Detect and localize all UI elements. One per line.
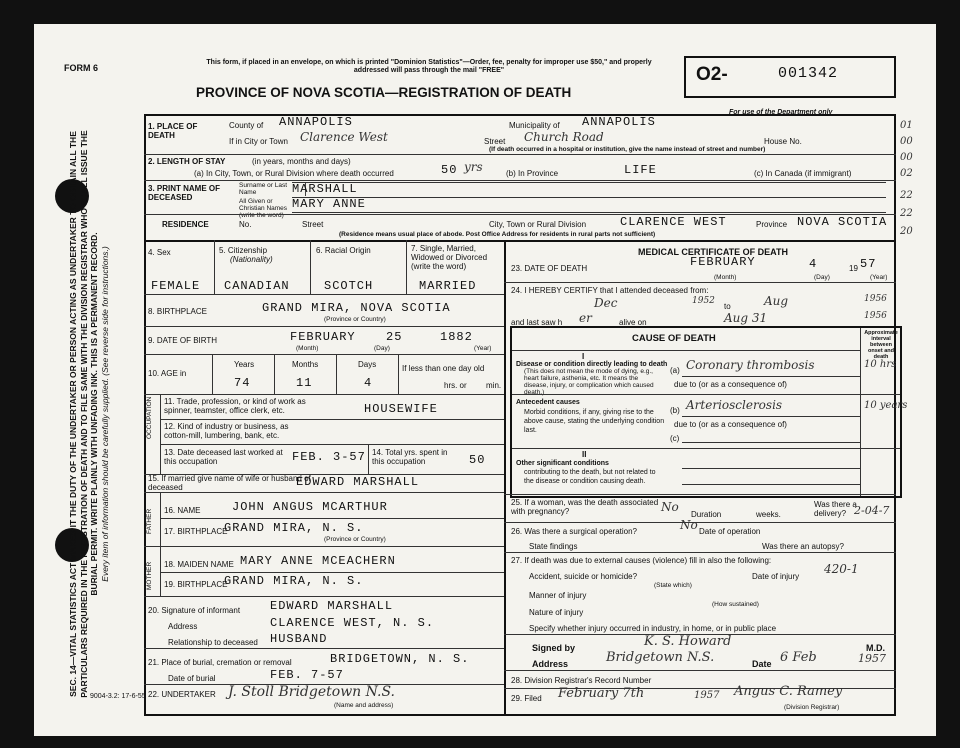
- registrar-sub: (Division Registrar): [784, 704, 840, 711]
- father-birthplace-sub: (Province or Country): [324, 536, 386, 543]
- informant-relationship-value: HUSBAND: [270, 632, 328, 646]
- mother-side-label: MOTHER: [146, 561, 153, 590]
- side-instructions: SEC. 14—VITAL STATISTICS ACT MAKES IT THE DUTY OF THE UNDERTAKER OR PERSON ACTING AS UNDERTAKER TO OBTAIN ALL THE PARTICULARS REQUIRED IN THE REGISTRATION OF DEATH AND TO FILE SAME WITH THE DIVISION REGISTRAR WHO SHALL ISSUE THE BURIAL PERMIT. WRITE PLAINLY WITH UNFADING INK. THIS IS A PERMANENT RECORD. Every item of information should be carefully supplied. (See reverse side for instructions.): [68, 130, 110, 698]
- citizenship-label: 5. Citizenship: [219, 246, 268, 255]
- place-note: (If death occurred in a hospital or institution, give the name instead of street and number): [489, 146, 766, 153]
- informant-address-label: Address: [168, 622, 198, 631]
- cause-c-label: (c): [670, 434, 680, 443]
- weeks-label: weeks.: [756, 510, 781, 519]
- antecedent-label: Antecedent causes: [516, 399, 580, 406]
- manner-label: Manner of injury: [529, 591, 587, 600]
- age-hrs-label: hrs. or: [444, 381, 467, 390]
- other-note: contributing to the death, but not related to the disease or condition causing death.: [524, 469, 656, 485]
- surgery-handwritten: No: [680, 518, 698, 532]
- stay-label: 2. LENGTH OF STAY: [148, 157, 226, 166]
- occupation-side-label: OCCUPATION: [146, 396, 153, 439]
- dob-year: 1882: [440, 330, 473, 344]
- municipality-value: ANNAPOLIS: [582, 115, 656, 129]
- undertaker-label: 22. UNDERTAKER: [148, 690, 216, 699]
- stay-a-label: (a) In City, Town, or Rural Division where death occurred: [194, 169, 394, 178]
- citizenship-value: CANADIAN: [224, 279, 290, 293]
- dob-month-sub: (Month): [296, 345, 319, 352]
- residence-province-label: Province: [756, 220, 788, 229]
- attended-to-label: to: [724, 302, 731, 311]
- sex-label: 4. Sex: [148, 248, 171, 257]
- informant-value: EDWARD MARSHALL: [270, 599, 394, 613]
- duration-label: Duration: [691, 510, 722, 519]
- given-label: All Given or Christian Names (write the word): [239, 198, 288, 219]
- cause-a-label: (a): [670, 366, 680, 375]
- other-label: Other significant conditions: [516, 460, 609, 467]
- cause-section-2: II: [582, 450, 587, 459]
- father-name-label: 16. NAME: [164, 506, 201, 515]
- state-findings-label: State findings: [529, 542, 578, 551]
- filed-label: 29. Filed: [511, 694, 542, 703]
- reg-prefix: O2-: [696, 64, 728, 85]
- reg-number: 001342: [778, 65, 839, 82]
- father-birthplace-label: 17. BIRTHPLACE: [164, 527, 228, 536]
- cause-b-interval: 10 years: [864, 400, 908, 411]
- mother-birthplace-value: GRAND MIRA, N. S.: [224, 574, 364, 588]
- burial-date-label: Date of burial: [168, 674, 216, 683]
- state-which-sub: (State which): [654, 582, 692, 589]
- attended-to-year: 1956: [864, 294, 887, 304]
- delivery-label: Was there a delivery?: [814, 500, 857, 518]
- informant-address-value: CLARENCE WEST, N. S.: [270, 616, 435, 630]
- medical-title: MEDICAL CERTIFICATE OF DEATH: [638, 247, 788, 257]
- sustained-sub: (How sustained): [712, 601, 759, 608]
- father-side-label: FATHER: [146, 508, 153, 534]
- informant-relationship-label: Relationship to deceased: [168, 638, 258, 647]
- death-day-sub: (Day): [814, 274, 830, 281]
- street-handwritten: Church Road: [524, 130, 604, 144]
- age-days-value: 4: [364, 376, 373, 390]
- sex-value: FEMALE: [151, 279, 201, 293]
- burial-label: 21. Place of burial, cremation or removal: [148, 658, 292, 667]
- cause-a-interval: 10 hrs: [864, 359, 897, 370]
- residence-no-label: No.: [239, 220, 252, 229]
- date-label: Date: [752, 659, 772, 669]
- dob-label: 9. DATE OF BIRTH: [148, 336, 218, 345]
- margin-mark-6: 22: [900, 208, 913, 219]
- residence-city-label: City, Town or Rural Division: [489, 220, 587, 229]
- disease-label: Disease or condition directly leading to death: [516, 361, 668, 368]
- place-label: 1. PLACE OF DEATH: [148, 122, 198, 140]
- burial-date-value: FEB. 7-57: [270, 668, 344, 682]
- form-label: FORM 6: [64, 63, 99, 73]
- age-months-value: 11: [296, 376, 313, 390]
- dob-year-sub: (Year): [474, 345, 492, 352]
- attended-to-handwritten: Aug: [764, 294, 789, 308]
- racial-value: SCOTCH: [324, 279, 374, 293]
- address-handwritten: Bridgetown N.S.: [606, 650, 715, 665]
- mother-name-value: MARY ANNE MCEACHERN: [240, 554, 396, 568]
- residence-street-label: Street: [302, 220, 324, 229]
- occupation-11-value: HOUSEWIFE: [364, 402, 438, 416]
- spouse-value: EDWARD MARSHALL: [296, 475, 420, 489]
- spouse-label: 15. If married give name of wife or husband of deceased: [148, 474, 311, 492]
- residence-note: (Residence means usual place of abode. Post Office Address for residents in rural parts not sufficient): [339, 231, 656, 238]
- margin-mark-4: 02: [900, 168, 913, 179]
- cause-b-handwritten: Arteriosclerosis: [686, 398, 783, 412]
- injury-date-label: Date of injury: [752, 572, 800, 581]
- age-min-label: min.: [486, 381, 502, 390]
- father-birthplace-value: GRAND MIRA, N. S.: [224, 521, 364, 535]
- page-title: PROVINCE OF NOVA SCOTIA—REGISTRATION OF DEATH: [196, 85, 572, 100]
- alive-on-year: 1956: [864, 311, 887, 321]
- cause-a-handwritten: Coronary thrombosis: [686, 358, 815, 372]
- death-year: 57: [860, 257, 877, 271]
- pregnancy-label: 25. If a woman, was the death associated with pregnancy?: [511, 498, 659, 516]
- birthplace-value: GRAND MIRA, NOVA SCOTIA: [262, 301, 451, 315]
- death-year-sub: (Year): [870, 274, 888, 281]
- margin-mark-2: 00: [900, 136, 913, 147]
- marital-value: MARRIED: [419, 279, 477, 293]
- stay-a-value: 50: [441, 163, 458, 177]
- cause-b-label: (b): [670, 406, 680, 415]
- margin-mark-5: 22: [900, 190, 913, 201]
- burial-value: BRIDGETOWN, N. S.: [330, 652, 470, 666]
- cause-title: CAUSE OF DEATH: [632, 333, 716, 344]
- filed-handwritten: February 7th: [558, 686, 645, 701]
- dob-month: FEBRUARY: [290, 330, 356, 344]
- signed-label: Signed by: [532, 643, 576, 653]
- stay-sub: (in years, months and days): [252, 157, 351, 166]
- age-years-label: Years: [234, 360, 255, 369]
- margin-mark-3: 00: [900, 152, 913, 163]
- racial-label: 6. Racial Origin: [316, 246, 371, 255]
- city-label: If in City or Town: [229, 137, 288, 146]
- age-lt-label: If less than one day old: [402, 364, 485, 373]
- footer-code: 9004-3.2: 17-6-55: [90, 693, 146, 700]
- county-value: ANNAPOLIS: [279, 115, 353, 129]
- delivery-handwritten: 2-04-7: [854, 504, 890, 517]
- occupation-12-label: 12. Kind of industry or business, as cotton-mill, lumbering, bank, etc.: [164, 422, 289, 440]
- dept-use-label: For use of the Department only: [729, 109, 833, 116]
- surname-label: Surname or Last Name: [239, 182, 288, 196]
- cause-section-1: I: [582, 352, 585, 361]
- county-label: County of: [229, 121, 264, 130]
- cause-of-death-box: [510, 326, 908, 498]
- surgery-label: 26. Was there a surgical operation?: [511, 527, 637, 536]
- age-months-label: Months: [292, 360, 319, 369]
- residence-division-value: CLARENCE WEST: [620, 215, 727, 229]
- cause-a-due-to: due to (or as a consequence of): [674, 380, 787, 389]
- age-days-label: Days: [358, 360, 377, 369]
- occupation-13-value: FEB. 3-57: [292, 450, 366, 464]
- mother-birthplace-label: 19. BIRTHPLACE: [164, 580, 228, 589]
- alive-on-label: alive on: [619, 318, 647, 327]
- death-day: 4: [809, 257, 818, 271]
- mother-name-label: 18. MAIDEN NAME: [164, 560, 234, 569]
- registrar-handwritten: Angus C. Ramey: [734, 684, 843, 699]
- given-value: MARY ANNE: [292, 198, 886, 213]
- age-years-value: 74: [234, 376, 251, 390]
- occupation-14-value: 50: [469, 453, 486, 467]
- informant-label: 20. Signature of informant: [148, 606, 241, 615]
- occupation-14-label: 14. Total yrs. spent in this occupation: [372, 448, 448, 466]
- last-saw-label: and last saw h: [511, 318, 563, 327]
- municipality-label: Municipality of: [509, 121, 560, 130]
- margin-mark-7: 20: [900, 226, 913, 237]
- specify-label: Specify whether injury occurred in industry, in home, or in public place: [529, 624, 777, 633]
- house-label: House No.: [764, 137, 802, 146]
- last-saw-handwritten: er: [579, 311, 592, 325]
- attended-from-handwritten: Dec: [594, 296, 618, 310]
- undertaker-handwritten: J. Stoll Bridgetown N.S.: [228, 684, 395, 700]
- stay-b-value: LIFE: [624, 163, 657, 177]
- nature-label: Nature of injury: [529, 608, 584, 617]
- notice-text: This form, if placed in an envelope, on which is printed "Dominion Statistics"—Order, fee, penalty for improper use $50," and properly addressed will pass through the mail "FREE": [206, 59, 652, 74]
- age-label: 10. AGE in: [148, 369, 187, 378]
- date-year-handwritten: 1957: [858, 652, 886, 665]
- citizenship-sub: (Nationality): [230, 255, 273, 264]
- date-handwritten: 6 Feb: [780, 650, 817, 665]
- stay-b-label: (b) In Province: [506, 169, 559, 178]
- md-label: M.D.: [866, 643, 885, 653]
- injury-date-handwritten: 420-1: [824, 562, 859, 576]
- operation-date-label: Date of operation: [699, 527, 761, 536]
- city-handwritten: Clarence West: [300, 130, 388, 144]
- interval-label: Approximate interval between onset and death: [864, 330, 898, 360]
- residence-label: RESIDENCE: [162, 220, 209, 229]
- disease-note: (This does not mean the mode of dying, e.g., heart failure, asthenia, etc. It means the disease, injury, or complication which caused death.): [524, 368, 654, 396]
- marital-label: 7. Single, Married, Widowed or Divorced (write the word): [411, 244, 488, 271]
- accident-label: Accident, suicide or homicide?: [529, 572, 638, 581]
- undertaker-sub: (Name and address): [334, 702, 394, 709]
- antecedent-note: Morbid conditions, if any, giving rise to the above cause, stating the underlying condition last.: [524, 409, 665, 434]
- signed-handwritten: K. S. Howard: [644, 634, 732, 649]
- filed-year-handwritten: 1957: [694, 690, 720, 701]
- occupation-11-label: 11. Trade, profession, or kind of work as spinner, teamster, office clerk, etc.: [164, 397, 306, 415]
- attended-from-year: 1952: [692, 296, 715, 306]
- birthplace-label: 8. BIRTHPLACE: [148, 307, 207, 316]
- death-date-label: 23. DATE OF DEATH: [511, 264, 588, 273]
- death-month-sub: (Month): [714, 274, 737, 281]
- stay-c-label: (c) In Canada (if immigrant): [754, 169, 852, 178]
- death-registration-form: [34, 24, 936, 736]
- occupation-13-label: 13. Date deceased last worked at this occupation: [164, 448, 283, 466]
- cause-b-due-to: due to (or as a consequence of): [674, 420, 787, 429]
- external-causes-label: 27. If death was due to external causes (violence) fill in also the following:: [511, 556, 772, 565]
- address-label: Address: [532, 659, 569, 669]
- birthplace-sub: (Province or Country): [324, 316, 386, 323]
- father-name-value: JOHN ANGUS MCARTHUR: [232, 500, 388, 514]
- pregnancy-handwritten: No: [661, 500, 679, 514]
- death-year-prefix: 19: [849, 264, 858, 273]
- record-number-label: 28. Division Registrar's Record Number: [511, 676, 652, 685]
- registration-number-box: [684, 56, 896, 98]
- margin-mark-1: 01: [900, 120, 913, 131]
- stay-a-handwritten: yrs: [464, 160, 483, 174]
- surname-value: MARSHALL: [292, 182, 886, 198]
- name-label: 3. PRINT NAME OF DECEASED: [148, 184, 221, 202]
- street-label: Street: [484, 137, 506, 146]
- death-month: FEBRUARY: [690, 255, 756, 269]
- autopsy-label: Was there an autopsy?: [762, 542, 844, 551]
- dob-day-sub: (Day): [374, 345, 390, 352]
- dob-day: 25: [386, 330, 403, 344]
- alive-on-handwritten: Aug 31: [724, 311, 768, 325]
- residence-province-value: NOVA SCOTIA: [797, 215, 888, 229]
- attended-label: 24. I HEREBY CERTIFY that I attended deceased from:: [511, 286, 709, 295]
